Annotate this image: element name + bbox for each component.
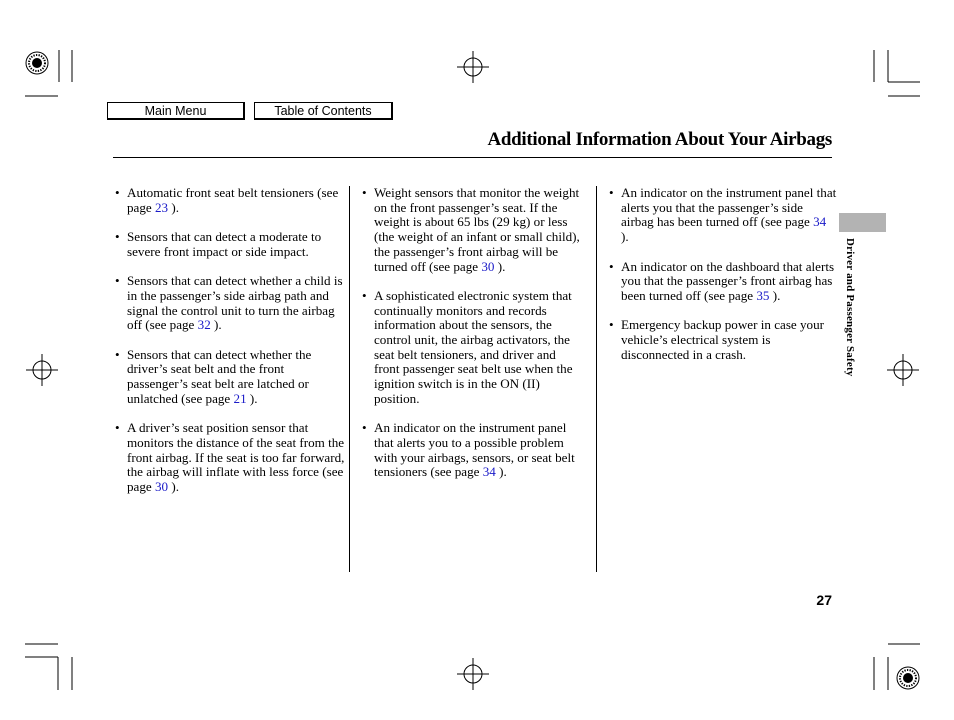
- bullet-text-suffix: ).: [494, 258, 506, 274]
- bullet-item: [115, 421, 345, 495]
- crosshair-top: [457, 51, 489, 83]
- section-side-label: Driver and Passenger Safety: [844, 238, 856, 377]
- bullet-text: Automatic front seat belt tensioners (see page: [127, 185, 339, 215]
- bullet-item: [115, 348, 345, 407]
- bullet-text-suffix: ).: [210, 317, 222, 333]
- bullet-text-suffix: ).: [769, 287, 781, 303]
- bullet-text: An indicator on the dashboard that alerts you that the passenger’s front airbag has been turned off (see page: [621, 258, 835, 303]
- bullet-item: [609, 260, 837, 304]
- content-column-3: [609, 186, 837, 377]
- page-reference-link[interactable]: 34: [482, 464, 496, 480]
- starburst-bottom-right: [897, 667, 919, 689]
- content-column-2: [362, 186, 584, 495]
- bullet-item: [362, 186, 584, 274]
- page-reference-link[interactable]: 23: [155, 199, 169, 215]
- bullet-text-suffix: ).: [168, 479, 180, 494]
- bullet-item: [609, 186, 837, 245]
- starburst-top-left: [26, 52, 48, 74]
- page-reference-link[interactable]: 35: [756, 287, 770, 303]
- crosshair-right: [887, 354, 919, 386]
- crosshair-left: [26, 354, 58, 386]
- title-rule: [113, 157, 832, 158]
- bullet-text: Emergency backup power in case your vehicle’s electrical system is disconnected in a crash.: [621, 317, 824, 362]
- page-reference-link[interactable]: 30: [155, 479, 169, 494]
- column-divider: [349, 186, 350, 572]
- content-column-1: [115, 186, 345, 509]
- crosshair-bottom: [457, 658, 489, 690]
- bullet-item: [362, 289, 584, 407]
- bullet-item: [609, 318, 837, 362]
- section-tab-marker: [839, 213, 886, 232]
- main-menu-button[interactable]: Main Menu: [107, 102, 245, 120]
- bullet-text: Sensors that can detect whether a child is in the passenger’s side airbag path and signal the control unit to turn the airbag off (see page: [127, 273, 343, 333]
- bullet-text-suffix: ).: [246, 390, 258, 406]
- bullet-text-suffix: ).: [621, 229, 629, 245]
- bullet-item: [115, 274, 345, 333]
- bullet-item: [115, 230, 345, 259]
- page-reference-link[interactable]: 34: [813, 214, 827, 230]
- bullet-text-suffix: ).: [168, 199, 180, 215]
- page-reference-link[interactable]: 32: [197, 317, 211, 333]
- table-of-contents-button[interactable]: Table of Contents: [254, 102, 393, 120]
- bullet-text: Weight sensors that monitor the weight on the front passenger’s seat. If the weight is about 65 lbs (29 kg) or less (the weight of an infant or small child), the passenger’s front airbag will be turned off (see page: [374, 185, 580, 274]
- bullet-text-suffix: ).: [495, 464, 507, 480]
- page-number: 27: [816, 592, 832, 608]
- bullet-text: An indicator on the instrument panel that alerts you to a possible problem with your airbags, sensors, or seat belt tensioners (see page: [374, 420, 575, 480]
- column-divider: [596, 186, 597, 572]
- page-reference-link[interactable]: 21: [233, 390, 247, 406]
- bullet-text: An indicator on the instrument panel that alerts you that the passenger’s side airbag has been turned off (see page: [621, 185, 837, 230]
- page-title: Additional Information About Your Airbags: [487, 129, 832, 150]
- bullet-text: A driver’s seat position sensor that monitors the distance of the seat from the front airbag. If the seat is too far forward, the airbag will inflate with less force (see page: [127, 420, 345, 494]
- page-reference-link[interactable]: 30: [481, 258, 495, 274]
- bullet-item: [115, 186, 345, 215]
- bullet-text: Sensors that can detect whether the driver’s seat belt and the front passenger’s seat belt are latched or unlatched (see page: [127, 346, 312, 406]
- bullet-text: Sensors that can detect a moderate to severe front impact or side impact.: [127, 229, 322, 259]
- bullet-item: [362, 421, 584, 480]
- bullet-text: A sophisticated electronic system that continually monitors and records information about the sensors, the control unit, the airbag activators, the seat belt tensioners, and driver and front passenger seat belt use when the ignition switch is in the ON (II) position.: [374, 287, 573, 406]
